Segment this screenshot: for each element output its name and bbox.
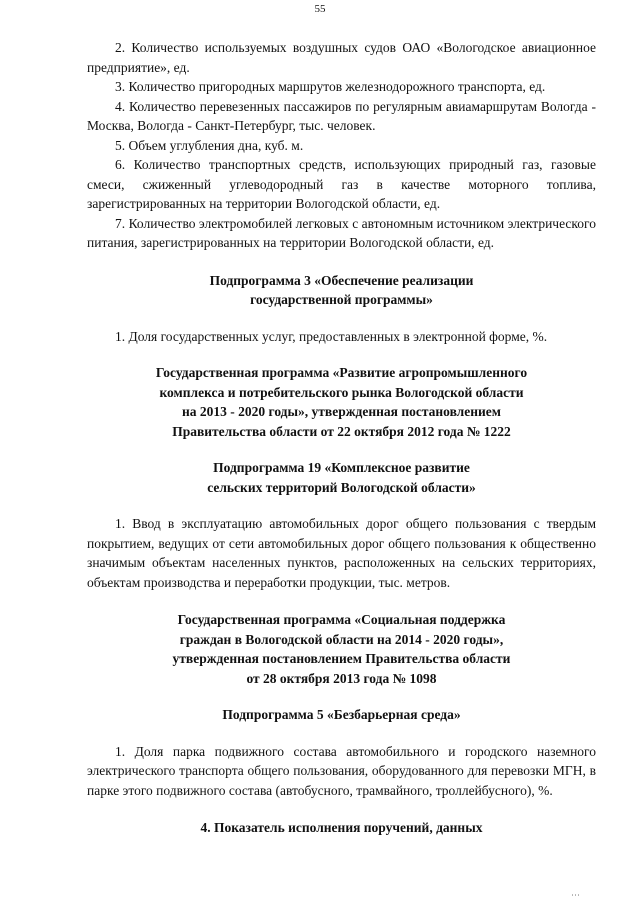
heading-line: Правительства области от 22 октября 2012 года № 1222: [172, 423, 511, 439]
page-content: [87, 38, 596, 838]
page-number: 55: [314, 3, 326, 15]
heading-line: Подпрограмма 3 «Обеспечение реализации: [209, 272, 474, 288]
corner-mark: ˙˙˙: [571, 893, 580, 903]
list-item: 1. Ввод в эксплуатацию автомобильных дорог общего пользования с твердым покрытием, ведущих от сети автомобильных дорог общего пользования к общественно значимым объектам населенных пунктов, расположенных на сельских территориях, объектам производства и переработки продукции, тыс. метров.: [87, 516, 596, 590]
heading-line: 4. Показатель исполнения поручений, данных: [200, 820, 483, 835]
heading-line: утвержденная постановлением Правительства области: [172, 651, 511, 666]
heading-line: Государственная программа «Социальная поддержка: [177, 612, 506, 627]
list-item: 5. Объем углубления дна, куб. м.: [115, 137, 304, 153]
list-item: 1. Доля государственных услуг, предоставленных в электронной форме, %.: [115, 328, 548, 344]
heading-line: Государственная программа «Развитие агропромышленного: [155, 365, 528, 380]
list-item: 7. Количество электромобилей легковых с автономным источником электрического питания, зарегистрированных на территории Вологодской области, ед.: [87, 215, 596, 250]
section-4-heading: [87, 818, 596, 838]
list-item: 3. Количество пригородных маршрутов железнодорожного транспорта, ед.: [115, 79, 546, 94]
list-item: 6. Количество транспортных средств, использующих природный газ, газовые смеси, сжиженный углеводородный газ в качестве моторного топлива, зарегистрированных на территории Вологодской области, ед.: [87, 157, 596, 211]
program-social-heading: [87, 610, 596, 688]
heading-line: сельских территорий Вологодской области»: [207, 479, 476, 495]
heading-line: государственной программы»: [250, 292, 433, 307]
heading-line: граждан в Вологодской области на 2014 - 2020 годы»,: [179, 631, 504, 647]
program-agro-heading: [87, 363, 596, 441]
list-item: 1. Доля парка подвижного состава автомобильного и городского наземного электрического транспорта общего пользования, оборудованного для перевозки МГН, в парке этого подвижного состава (автобусного, трамвайного, троллейбусного), %.: [87, 743, 596, 798]
heading-line: Подпрограмма 5 «Безбарьерная среда»: [222, 707, 461, 722]
subprogram-19-heading: [87, 458, 596, 497]
list-item: 4. Количество перевезенных пассажиров по регулярным авиамаршрутам Вологда - Москва, Вологда - Санкт-Петербург, тыс. человек.: [87, 98, 596, 133]
subprogram-3-heading: [87, 271, 596, 310]
heading-line: комплекса и потребительского рынка Вологодской области: [159, 384, 524, 400]
heading-line: от 28 октября 2013 года № 1098: [246, 670, 437, 686]
heading-line: Подпрограмма 19 «Комплексное развитие: [213, 460, 470, 475]
list-item: 2. Количество используемых воздушных судов ОАО «Вологодское авиационное предприятие», ед.: [87, 40, 596, 75]
heading-line: на 2013 - 2020 годы», утвержденная постановлением: [182, 404, 501, 419]
subprogram-5-heading: [87, 705, 596, 725]
